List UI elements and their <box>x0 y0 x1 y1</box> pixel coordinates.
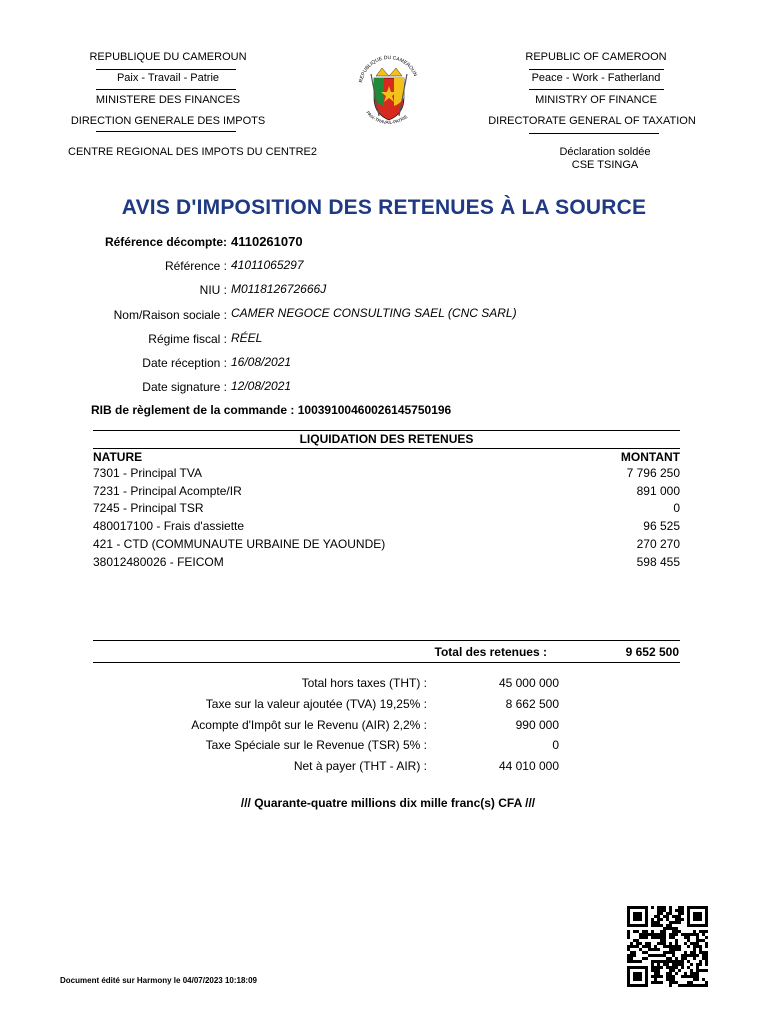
svg-text:REPUBLIQUE DU CAMEROUN: REPUBLIQUE DU CAMEROUN <box>358 54 419 84</box>
total-label: Total des retenues : <box>434 645 547 659</box>
row-nature: 7301 - Principal TVA <box>93 466 202 480</box>
tax-office: CSE TSINGA <box>571 159 639 171</box>
field-value-date-signature: 12/08/2021 <box>231 379 292 393</box>
field-value-regime-fiscal: RÉEL <box>231 331 263 345</box>
field-label-raison-sociale: Nom/Raison sociale : <box>113 308 227 322</box>
qr-code-icon <box>627 906 708 987</box>
header-left-centre: CENTRE REGIONAL DES IMPOTS DU CENTRE2 <box>68 146 317 158</box>
row-montant: 598 455 <box>636 555 680 569</box>
row-nature: 7231 - Principal Acompte/IR <box>93 484 242 498</box>
summary-row-net <box>0 759 768 775</box>
field-value-reference: 41011065297 <box>231 258 304 272</box>
header-right-rule-1 <box>529 69 664 70</box>
row-montant: 0 <box>673 501 680 515</box>
summary-value: 0 <box>552 738 559 752</box>
svg-text:PAIX-TRAVAIL-PATRIE: PAIX-TRAVAIL-PATRIE <box>365 110 409 125</box>
total-bottom-rule <box>93 662 680 663</box>
header-left-rule-2 <box>96 89 236 90</box>
summary-value: 990 000 <box>515 718 559 732</box>
table-row <box>93 501 680 517</box>
summary-value: 8 662 500 <box>505 697 559 711</box>
declaration-status: Déclaration soldée <box>559 146 651 158</box>
header-left-ministry: MINISTERE DES FINANCES <box>95 94 241 106</box>
page-title: AVIS D'IMPOSITION DES RETENUES À LA SOURCE <box>121 196 647 219</box>
summary-label: Taxe Spéciale sur le Revenue (TSR) 5% : <box>205 738 427 752</box>
summary-row-air <box>0 718 768 734</box>
table-row <box>93 555 680 571</box>
header-right-ministry: MINISTRY OF FINANCE <box>535 94 657 106</box>
col-header-montant: MONTANT <box>620 450 680 464</box>
total-value: 9 652 500 <box>625 645 679 659</box>
header-right-country: REPUBLIC OF CAMEROON <box>525 51 667 63</box>
header-left-rule-1 <box>96 69 236 70</box>
footer-edition-info: Document édité sur Harmony le 04/07/2023 10:18:09 <box>60 976 257 985</box>
coat-of-arms-icon <box>352 46 426 134</box>
header-left-motto: Paix - Travail - Patrie <box>116 72 220 84</box>
col-header-nature: NATURE <box>93 450 143 464</box>
field-label-date-reception: Date réception : <box>142 356 227 370</box>
field-value-raison-sociale: CAMER NEGOCE CONSULTING SAEL (CNC SARL) <box>231 306 517 320</box>
header-left-directorate: DIRECTION GENERALE DES IMPOTS <box>70 115 266 127</box>
summary-label: Net à payer (THT - AIR) : <box>293 759 427 773</box>
field-label-date-signature: Date signature : <box>142 380 227 394</box>
field-label-reference: Référence : <box>164 259 227 273</box>
field-value-reference-decompte: 4110261070 <box>231 234 303 249</box>
liquidation-heading: LIQUIDATION DES RETENUES <box>299 432 474 446</box>
row-nature: 38012480026 - FEICOM <box>93 555 224 569</box>
row-montant: 270 270 <box>636 537 680 551</box>
table-row <box>93 466 680 482</box>
summary-label: Taxe sur la valeur ajoutée (TVA) 19,25% : <box>205 697 427 711</box>
summary-row-tht <box>0 676 768 692</box>
summary-value: 44 010 000 <box>498 759 559 773</box>
field-value-niu: M011812672666J <box>231 282 327 296</box>
field-value-date-reception: 16/08/2021 <box>231 355 292 369</box>
field-label-regime-fiscal: Régime fiscal : <box>148 332 227 346</box>
table-row <box>93 537 680 553</box>
header-right-directorate: DIRECTORATE GENERAL OF TAXATION <box>488 115 696 127</box>
row-nature: 480017100 - Frais d'assiette <box>93 519 245 533</box>
row-nature: 7245 - Principal TSR <box>93 501 204 515</box>
header-left-rule-3 <box>96 131 236 132</box>
table-header-rule <box>93 448 680 449</box>
table-row <box>93 519 680 535</box>
summary-value: 45 000 000 <box>498 676 559 690</box>
rib-line: RIB de règlement de la commande : 10039100460026145750196 <box>91 403 452 417</box>
summary-row-tsr <box>0 738 768 754</box>
summary-label: Total hors taxes (THT) : <box>301 676 427 690</box>
row-montant: 7 796 250 <box>626 466 680 480</box>
table-row <box>93 484 680 500</box>
field-label-niu: NIU : <box>199 283 227 297</box>
row-nature: 421 - CTD (COMMUNAUTE URBAINE DE YAOUNDE) <box>93 537 386 551</box>
header-left-country: REPUBLIQUE DU CAMEROUN <box>89 51 247 63</box>
summary-row-tva <box>0 697 768 713</box>
amount-in-words: /// Quarante-quatre millions dix mille franc(s) CFA /// <box>240 796 536 810</box>
header-right-rule-2 <box>529 89 664 90</box>
row-montant: 891 000 <box>636 484 680 498</box>
row-montant: 96 525 <box>643 519 680 533</box>
table-top-rule <box>93 430 680 431</box>
header-right-rule-3 <box>529 133 659 134</box>
total-top-rule <box>93 640 680 641</box>
header-right-motto: Peace - Work - Fatherland <box>531 72 661 84</box>
field-label-reference-decompte: Référence décompte: <box>104 235 227 249</box>
summary-label: Acompte d'Impôt sur le Revenu (AIR) 2,2% : <box>191 718 427 732</box>
